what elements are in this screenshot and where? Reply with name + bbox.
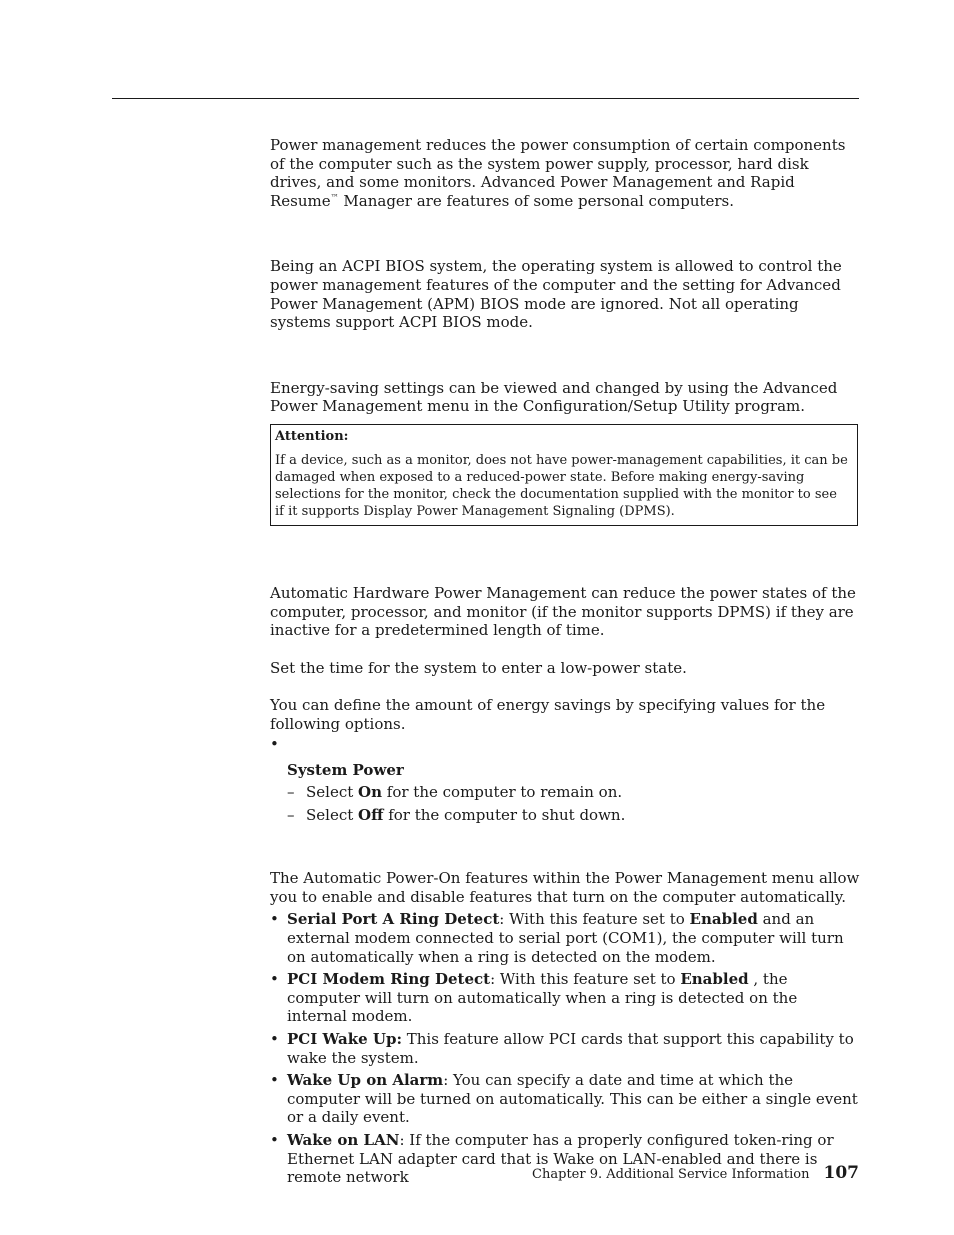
auto-power-on-list <box>270 910 860 1186</box>
list-item: – Select On for the computer to remain on. <box>287 783 623 802</box>
list-item <box>270 735 860 825</box>
power-management-paragraph: Power management reduces the power consumption of certain components of the computer such as the system power supply, processor, hard disk drives, and some monitors. Advanced Power Management and Rapid Resume™ Manager are features of some personal computers. <box>270 136 846 210</box>
list-item: – Select Off for the computer to shut down. <box>287 805 626 824</box>
energy-saving-paragraph: Energy-saving settings can be viewed and changed by using the Advanced Power Management menu in the Configuration/Setup Utility program. <box>270 378 838 416</box>
list-item: • PCI Modem Ring Detect: With this feature set to Enabled , the computer will turn on automatically when a ring is detected on the internal modem. <box>270 970 798 1026</box>
bullet-mark: • <box>270 734 279 753</box>
auto-power-on-paragraph: The Automatic Power-On features within the Power Management menu allow you to enable and disable features that turn on the computer automatically. <box>270 869 860 906</box>
attention-title: Attention: <box>275 428 349 444</box>
list-item: • PCI Wake Up: This feature allow PCI cards that support this capability to wake the system. <box>270 1030 854 1067</box>
page-footer <box>532 1161 859 1187</box>
list-item: • Wake on LAN: If the computer has a properly configured token-ring or Ethernet LAN adapter card that is Wake on LAN-enabled and there is remote network <box>270 1131 834 1187</box>
page-content <box>270 136 860 1187</box>
energy-options-paragraph: You can define the amount of energy savings by specifying values for the following options. <box>270 696 826 733</box>
list-item: • Serial Port A Ring Detect: With this feature set to Enabled and an external modem connected to serial port (COM1), the computer will turn on automatically when a ring is detected on the modem. <box>270 910 844 966</box>
attention-body: If a device, such as a monitor, does not have power-management capabilities, it can be damaged when exposed to a reduced-power state. Before making energy-saving selections for the monitor, check the documentation supplied with the monitor to see if it supports Display Power Management Signaling (DPMS). <box>275 452 848 519</box>
system-power-title: System Power <box>287 760 404 779</box>
list-item: • Wake Up on Alarm: You can specify a date and time at which the computer will be turned on automatically. This can be either a single event or a daily event. <box>270 1071 858 1127</box>
attention-box <box>270 424 858 526</box>
page-number: 107 <box>823 1163 859 1183</box>
system-power-list <box>270 735 860 825</box>
system-power-sublist <box>287 783 860 824</box>
header-rule <box>112 98 859 99</box>
low-power-paragraph: Set the time for the system to enter a low-power state. <box>270 658 687 677</box>
trademark-symbol: ™ <box>330 192 339 202</box>
auto-hw-paragraph: Automatic Hardware Power Management can reduce the power states of the computer, processor, and monitor (if the monitor supports DPMS) if they are inactive for a predetermined length of time. <box>270 583 856 640</box>
acpi-paragraph: Being an ACPI BIOS system, the operating system is allowed to control the power management features of the computer and the setting for Advanced Power Management (APM) BIOS mode are ignored. Not all operating systems support ACPI BIOS mode. <box>270 257 842 332</box>
footer-chapter: Chapter 9. Additional Service Information <box>532 1167 810 1182</box>
